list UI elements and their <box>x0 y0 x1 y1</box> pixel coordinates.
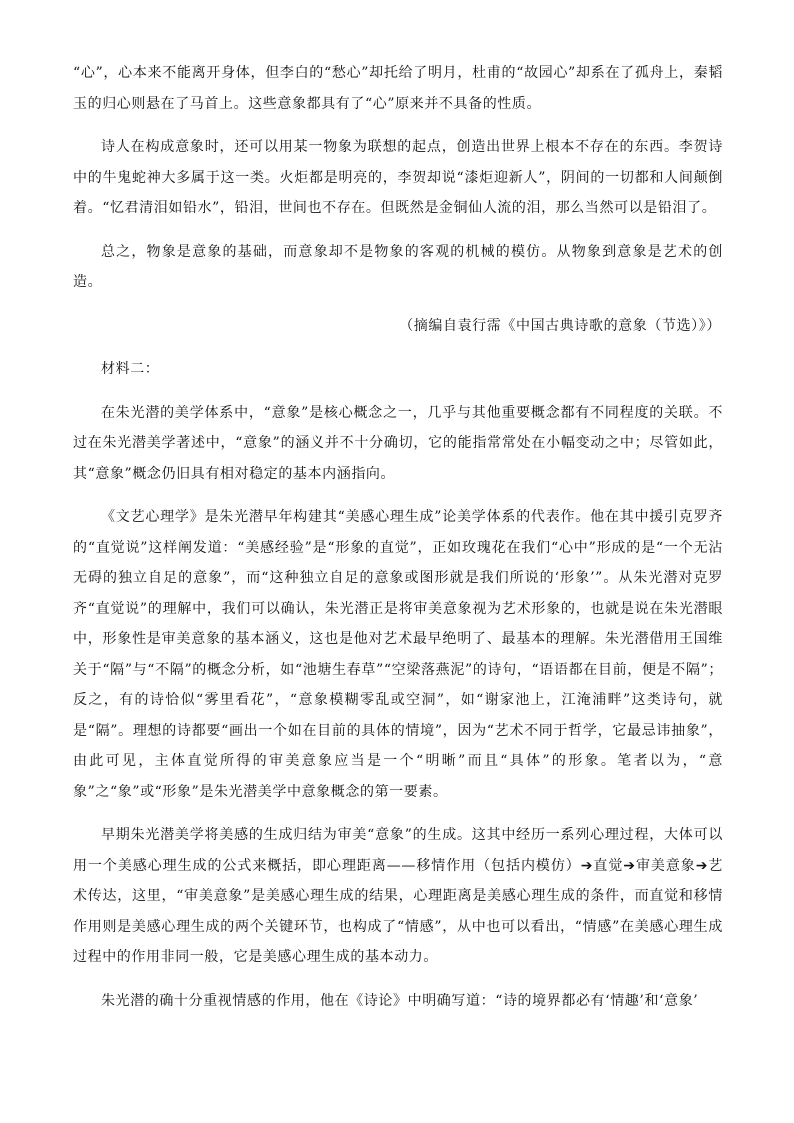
document-body <box>73 58 723 1029</box>
paragraph-core-concept: 在朱光潜的美学体系中，“意象”是核心概念之一，几乎与其他重要概念都有不同程度的关联。不过在朱光潜美学著述中，“意象”的涵义并不十分确切，它的能指常常处在小幅变动之中；尽管如此，其“意象”概念仍旧具有相对稳定的基本内涵指向。 <box>73 404 723 482</box>
paragraph-li-he: 诗人在构成意象时，还可以用某一物象为联想的起点，创造出世界上根本不存在的东西。李贺诗中的牛鬼蛇神大多属于这一类。火炬都是明亮的，李贺却说“漆炬迎新人”，阴间的一切都和人间颠倒着。“忆君清泪如铅水”，铅泪，世间也不存在。但既然是金铜仙人流的泪，那么当然可以是铅泪了。 <box>73 139 723 216</box>
source-citation: （摘编自袁行霈《中国古典诗歌的意象（节选）》） <box>399 317 721 334</box>
paragraph-emotion: 朱光潜的确十分重视情感的作用，他在《诗论》中明确写道：“诗的境界都必有‘情趣’和‘意象’ <box>101 992 699 1009</box>
section-label-material-two: 材料二： <box>101 361 160 377</box>
paragraph-aesthetic-generation: 早期朱光潜美学将美感的生成归结为审美“意象”的生成。这其中经历一系列心理过程，大体可以用一个美感心理生成的公式来概括，即心理距离——移情作用（包括内模仿）➔直觉➔审美意象➔艺术传达，这里，“审美意象”是美感心理生成的结果，心理距离是美感心理生成的条件，而直觉和移情作用则是美感心理生成的两个关键环节，也构成了“情感”，从中也可以看出，“情感”在美感心理生成过程中的作用非同一般，它是美感心理生成的基本动力。 <box>73 827 723 965</box>
paragraph-literary-psychology: 《文艺心理学》是朱光潜早年构建其“美感心理生成”论美学体系的代表作。他在其中援引克罗齐的“直觉说”这样阐发道：“美感经验”是“形象的直觉”，正如玫瑰花在我们“心中”形成的是“一个无沾无碍的独立自足的意象”，而“这种独立自足的意象或图形就是我们所说的‘形象’”。从朱光潜对克罗齐“直觉说”的理解中，我们可以确认，朱光潜正是将审美意象视为艺术形象的，也就是说在朱光潜眼中，形象性是审美意象的基本涵义，这也是他对艺术最早绝明了、最基本的理解。朱光潜借用王国维关于“隔”与“不隔”的概念分析，如“池塘生春草”“空梁落燕泥”的诗句，“语语都在目前，便是不隔”；反之，有的诗恰似“雾里看花”，“意象模糊零乱或空洞”，如“谢家池上，江淹浦畔”这类诗句，就是“隔”。理想的诗都要“画出一个如在目前的具体的情境”，因为“艺术不同于哲学，它最忌讳抽象”，由此可见，主体直觉所得的审美意象应当是一个“明晰”而且“具体”的形象。笔者以为，“意象”之“象”或“形象”是朱光潜美学中意象概念的第一要素。 <box>73 509 723 800</box>
paragraph-summary: 总之，物象是意象的基础，而意象却不是物象的客观的机械的模仿。从物象到意象是艺术的创造。 <box>73 243 723 290</box>
paragraph-continuation: “心”，心本来不能离开身体，但李白的“愁心”却托给了明月，杜甫的“故园心”却系在了孤舟上，秦韬玉的归心则悬在了马首上。这些意象都具有了“心”原来并不具备的性质。 <box>73 65 723 112</box>
